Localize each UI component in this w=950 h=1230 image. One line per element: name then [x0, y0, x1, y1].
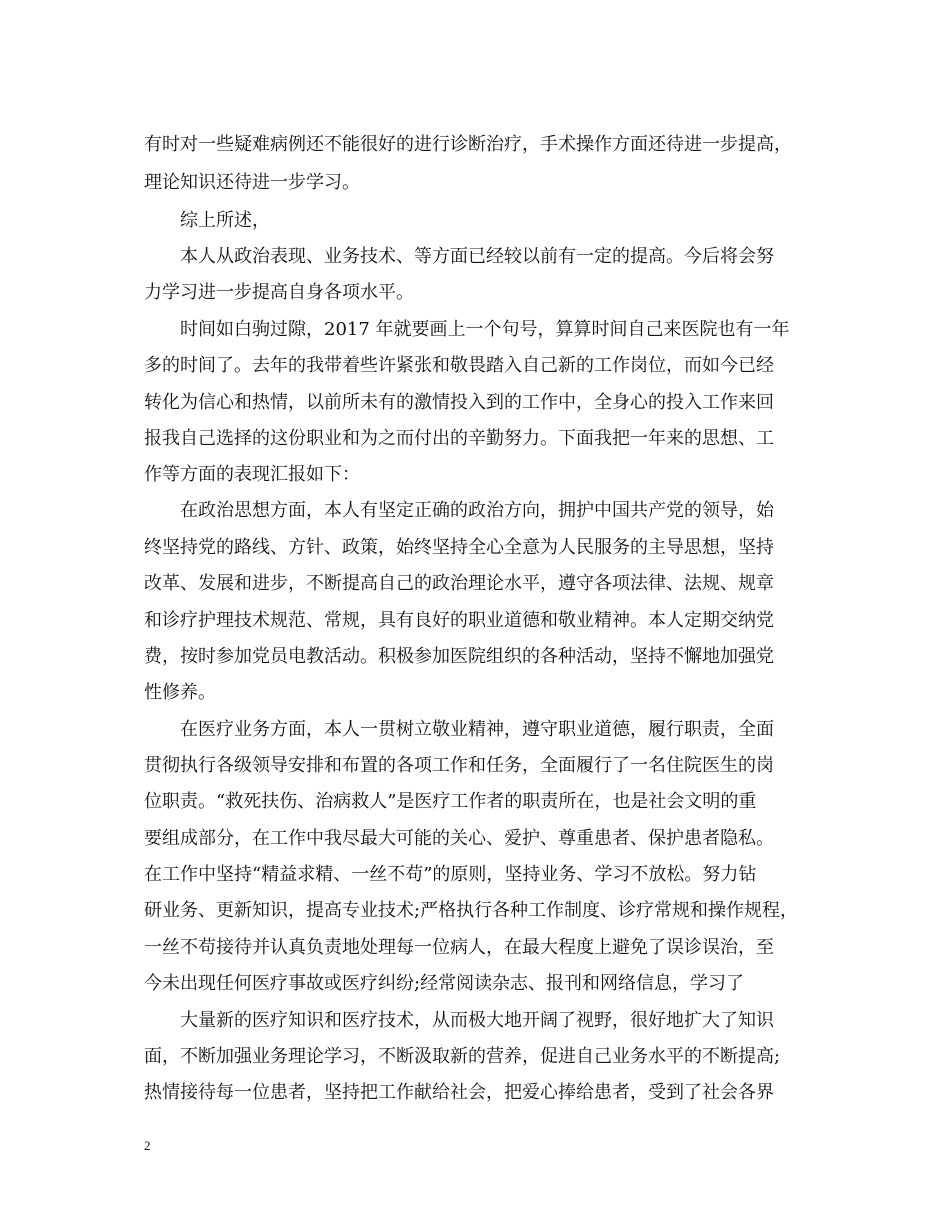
body-line: 在政治思想方面，本人有坚定正确的政治方向，拥护中国共产党的领导，始	[180, 500, 774, 521]
body-line: 在工作中坚持“精益求精、一丝不苟”的原则，坚持业务、学习不放松。努力钻	[144, 864, 757, 885]
body-line: 位职责。“救死扶伤、治病救人”是医疗工作者的职责所在，也是社会文明的重	[144, 791, 757, 812]
body-line: 面，不断加强业务理论学习，不断汲取新的营养，促进自己业务水平的不断提高;	[144, 1046, 781, 1067]
body-line: 费，按时参加党员电教活动。积极参加医院组织的各种活动，坚持不懈地加强党	[144, 646, 774, 667]
body-line: 转化为信心和热情，以前所未有的激情投入到的工作中，全身心的投入工作来回	[144, 392, 774, 413]
body-line: 本人从政治表现、业务技术、等方面已经较以前有一定的提高。今后将会努	[180, 246, 774, 267]
body-line: 报我自己选择的这份职业和为之而付出的辛勤努力。下面我把一年来的思想、工	[144, 428, 774, 449]
body-line: 要组成部分，在工作中我尽最大可能的关心、爱护、尊重患者、保护患者隐私。	[144, 828, 774, 849]
body-line: 有时对一些疑难病例还不能很好的进行诊断治疗，手术操作方面还待进一步提高，	[144, 134, 792, 155]
body-line: 终坚持党的路线、方针、政策，始终坚持全心全意为人民服务的主导思想，坚持	[144, 537, 774, 558]
body-line: 理论知识还待进一步学习。	[144, 172, 360, 193]
body-line: 性修养。	[144, 682, 216, 703]
body-line: 今未出现任何医疗事故或医疗纠纷;经常阅读杂志、报刊和网络信息，学习了	[144, 973, 745, 994]
body-line: 多的时间了。去年的我带着些许紧张和敬畏踏入自己新的工作岗位，而如今已经	[144, 355, 774, 376]
body-line: 改革、发展和进步，不断提高自己的政治理论水平，遵守各项法律、法规、规章	[144, 573, 774, 594]
body-line: 研业务、更新知识，提高专业技术;严格执行各种工作制度、诊疗常规和操作规程，	[144, 900, 799, 921]
body-line: 一丝不苟接待并认真负责地处理每一位病人，在最大程度上避免了误诊误治，至	[144, 937, 774, 958]
body-line: 力学习进一步提高自身各项水平。	[144, 282, 414, 303]
body-line: 在医疗业务方面，本人一贯树立敬业精神，遵守职业道德，履行职责，全面	[180, 719, 774, 740]
body-line: 大量新的医疗知识和医疗技术，从而极大地开阔了视野，很好地扩大了知识	[180, 1010, 774, 1031]
body-line: 时间如白驹过隙，2017 年就要画上一个句号，算算时间自己来医院也有一年	[180, 319, 790, 340]
body-line: 和诊疗护理技术规范、常规，具有良好的职业道德和敬业精神。本人定期交纳党	[144, 610, 774, 631]
body-line: 综上所述，	[180, 210, 270, 231]
body-line: 热情接待每一位患者，坚持把工作献给社会，把爱心捧给患者，受到了社会各界	[144, 1082, 774, 1103]
page-number: 2	[144, 1138, 151, 1153]
body-line: 贯彻执行各级领导安排和布置的各项工作和任务，全面履行了一名住院医生的岗	[144, 755, 774, 776]
body-line: 作等方面的表现汇报如下：	[144, 464, 360, 485]
